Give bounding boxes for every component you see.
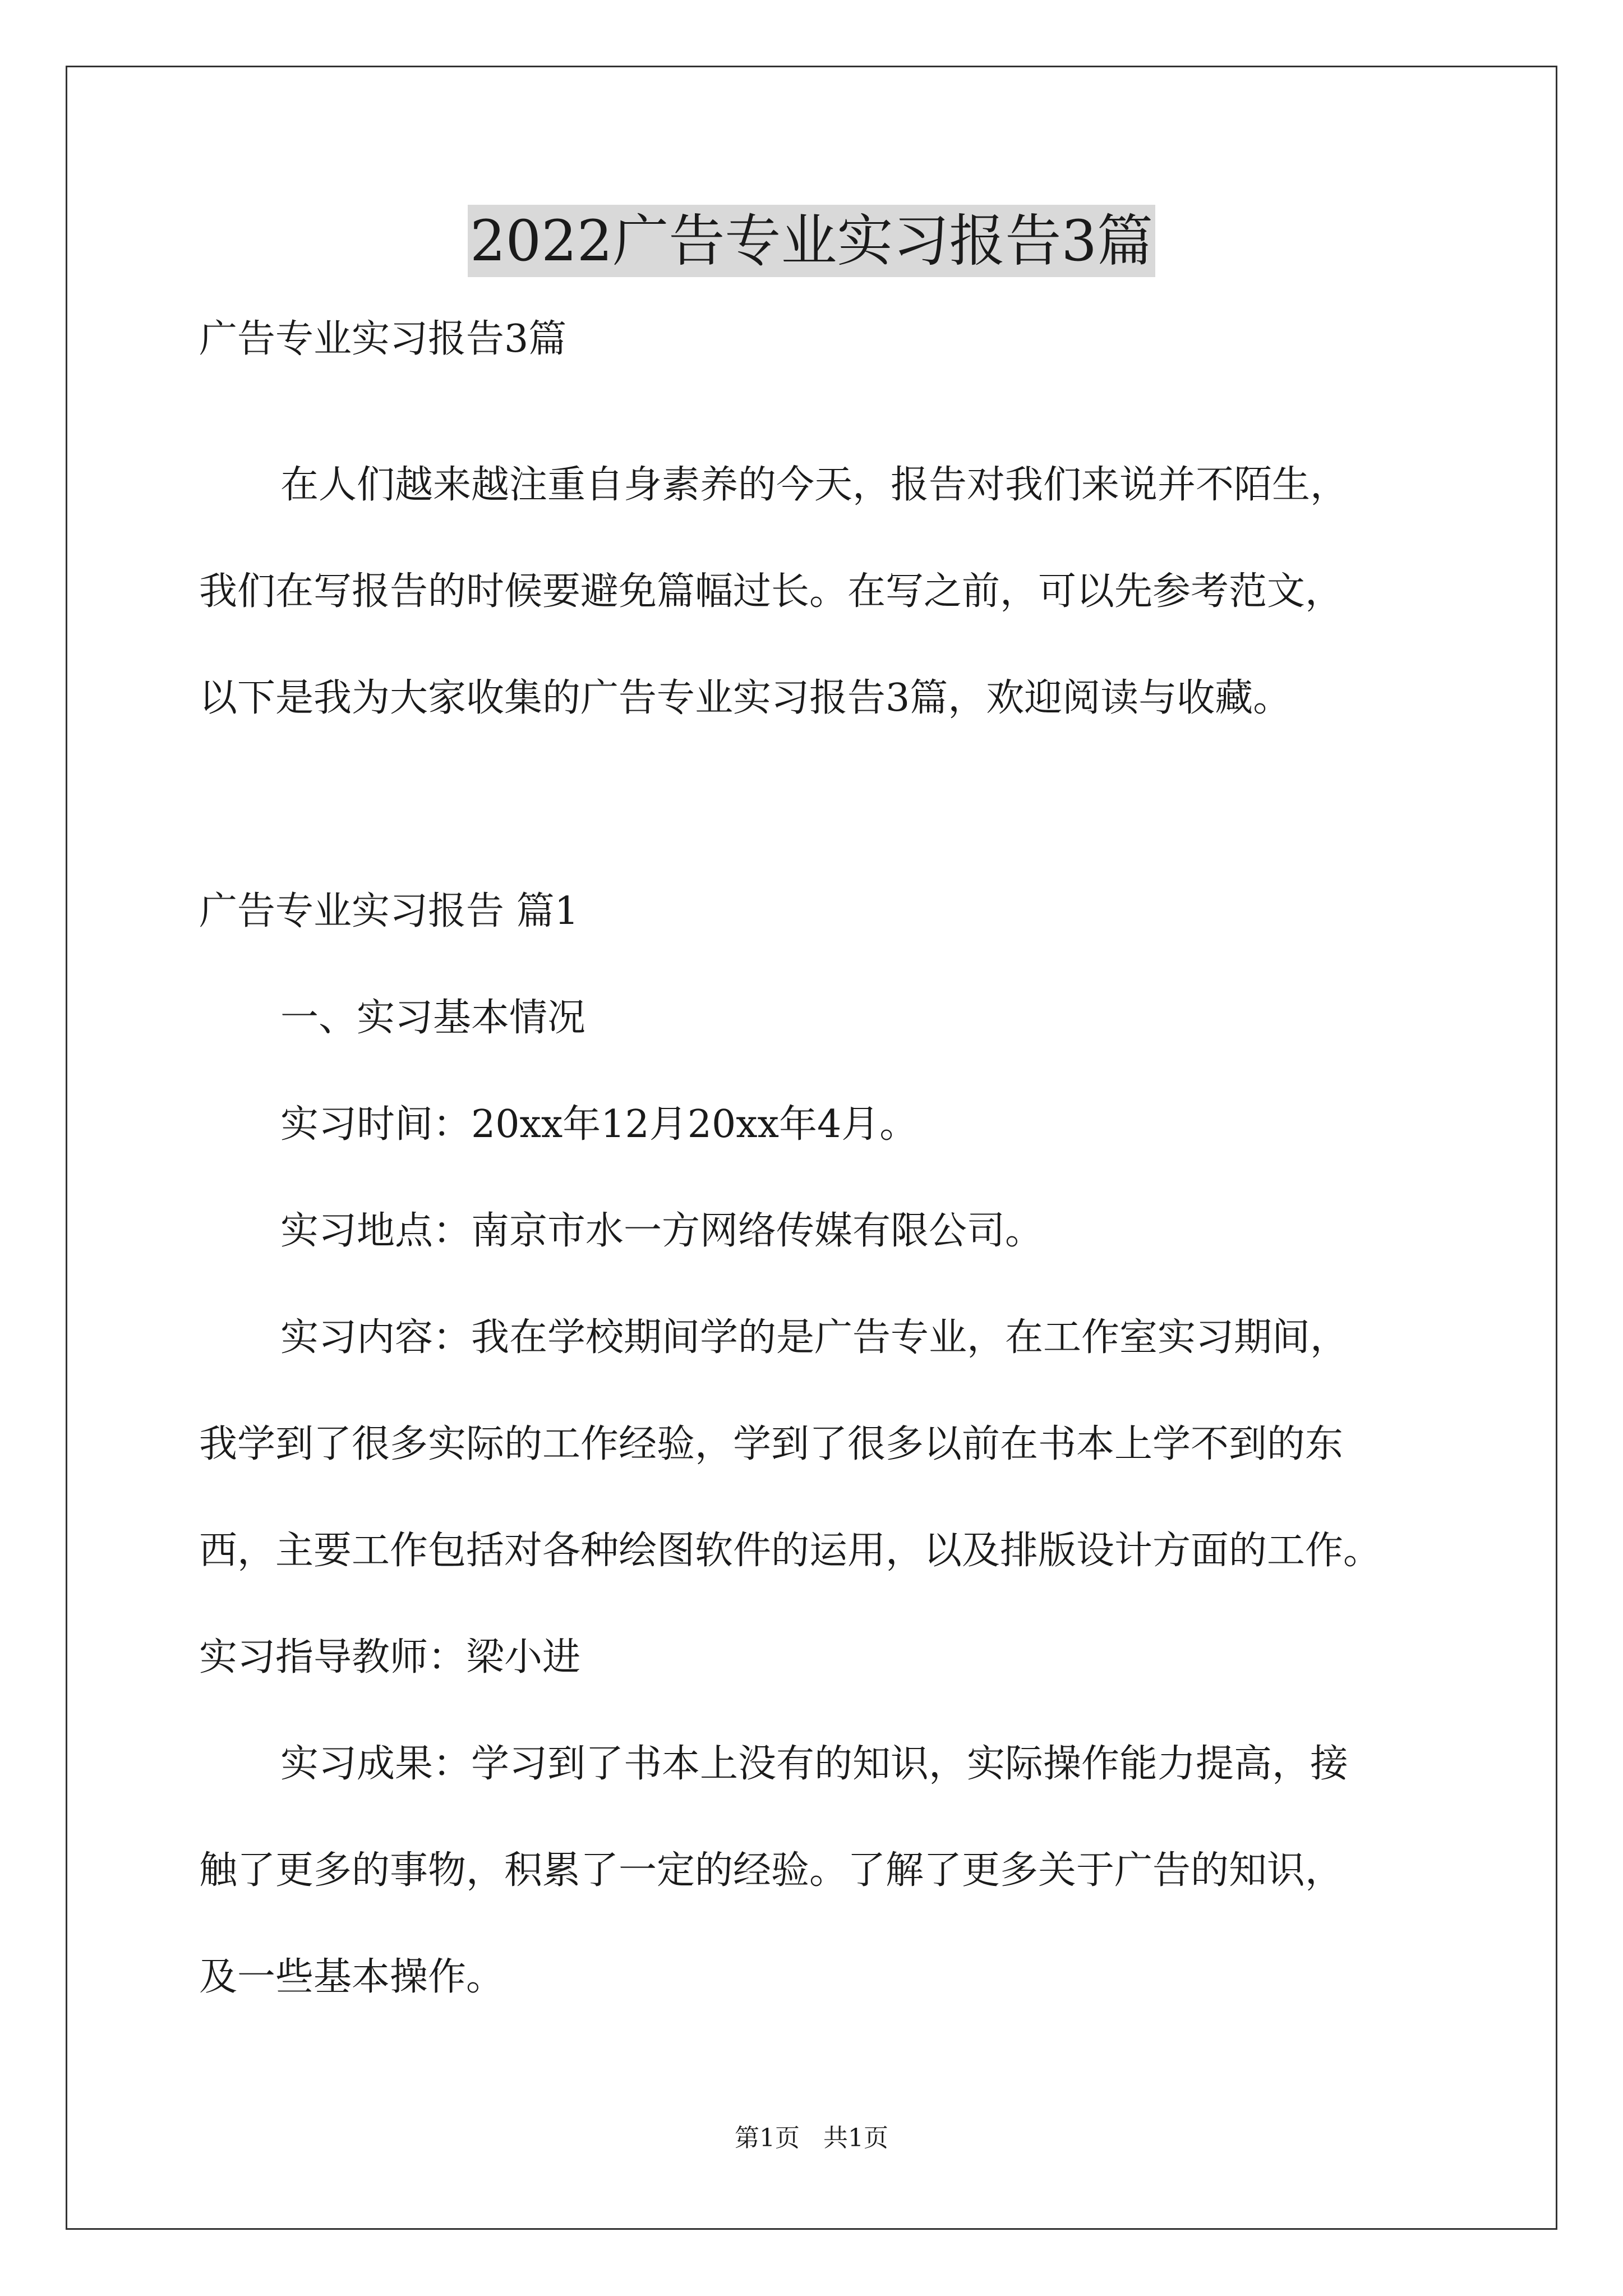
page-number-footer: 第1页 共1页	[735, 2124, 888, 2152]
document-subtitle: 广告专业实习报告3篇	[199, 317, 567, 361]
content-line-1: 实习内容：我在学校期间学的是广告专业，在工作室实习期间，	[280, 1315, 1349, 1360]
document-title	[0, 202, 1623, 280]
document-title-text: 2022广告专业实习报告3篇	[468, 205, 1155, 277]
result-line-1: 实习成果：学习到了书本上没有的知识，实际操作能力提高，接	[280, 1742, 1349, 1786]
section-heading: 广告专业实习报告 篇1	[199, 889, 579, 933]
internship-time: 实习时间：20xx年12月20xx年4月。	[280, 1102, 918, 1147]
intro-line-2: 我们在写报告的时候要避免篇幅过长。在写之前，可以先参考范文，	[199, 569, 1344, 614]
intro-line-3: 以下是我为大家收集的广告专业实习报告3篇，欢迎阅读与收藏。	[199, 676, 1292, 720]
result-line-2: 触了更多的事物，积累了一定的经验。了解了更多关于广告的知识，	[199, 1848, 1344, 1893]
intro-line-1: 在人们越来越注重自身素养的今天，报告对我们来说并不陌生，	[280, 463, 1349, 507]
internship-place: 实习地点：南京市水一方网络传媒有限公司。	[280, 1209, 1044, 1253]
supervisor-line: 实习指导教师：梁小进	[199, 1635, 581, 1680]
content-line-3: 西，主要工作包括对各种绘图软件的运用，以及排版设计方面的工作。	[199, 1529, 1382, 1573]
result-line-3: 及一些基本操作。	[199, 1955, 505, 1999]
sub-heading: 一、实习基本情况	[280, 996, 586, 1040]
content-line-2: 我学到了很多实际的工作经验，学到了很多以前在书本上学不到的东	[199, 1422, 1344, 1466]
